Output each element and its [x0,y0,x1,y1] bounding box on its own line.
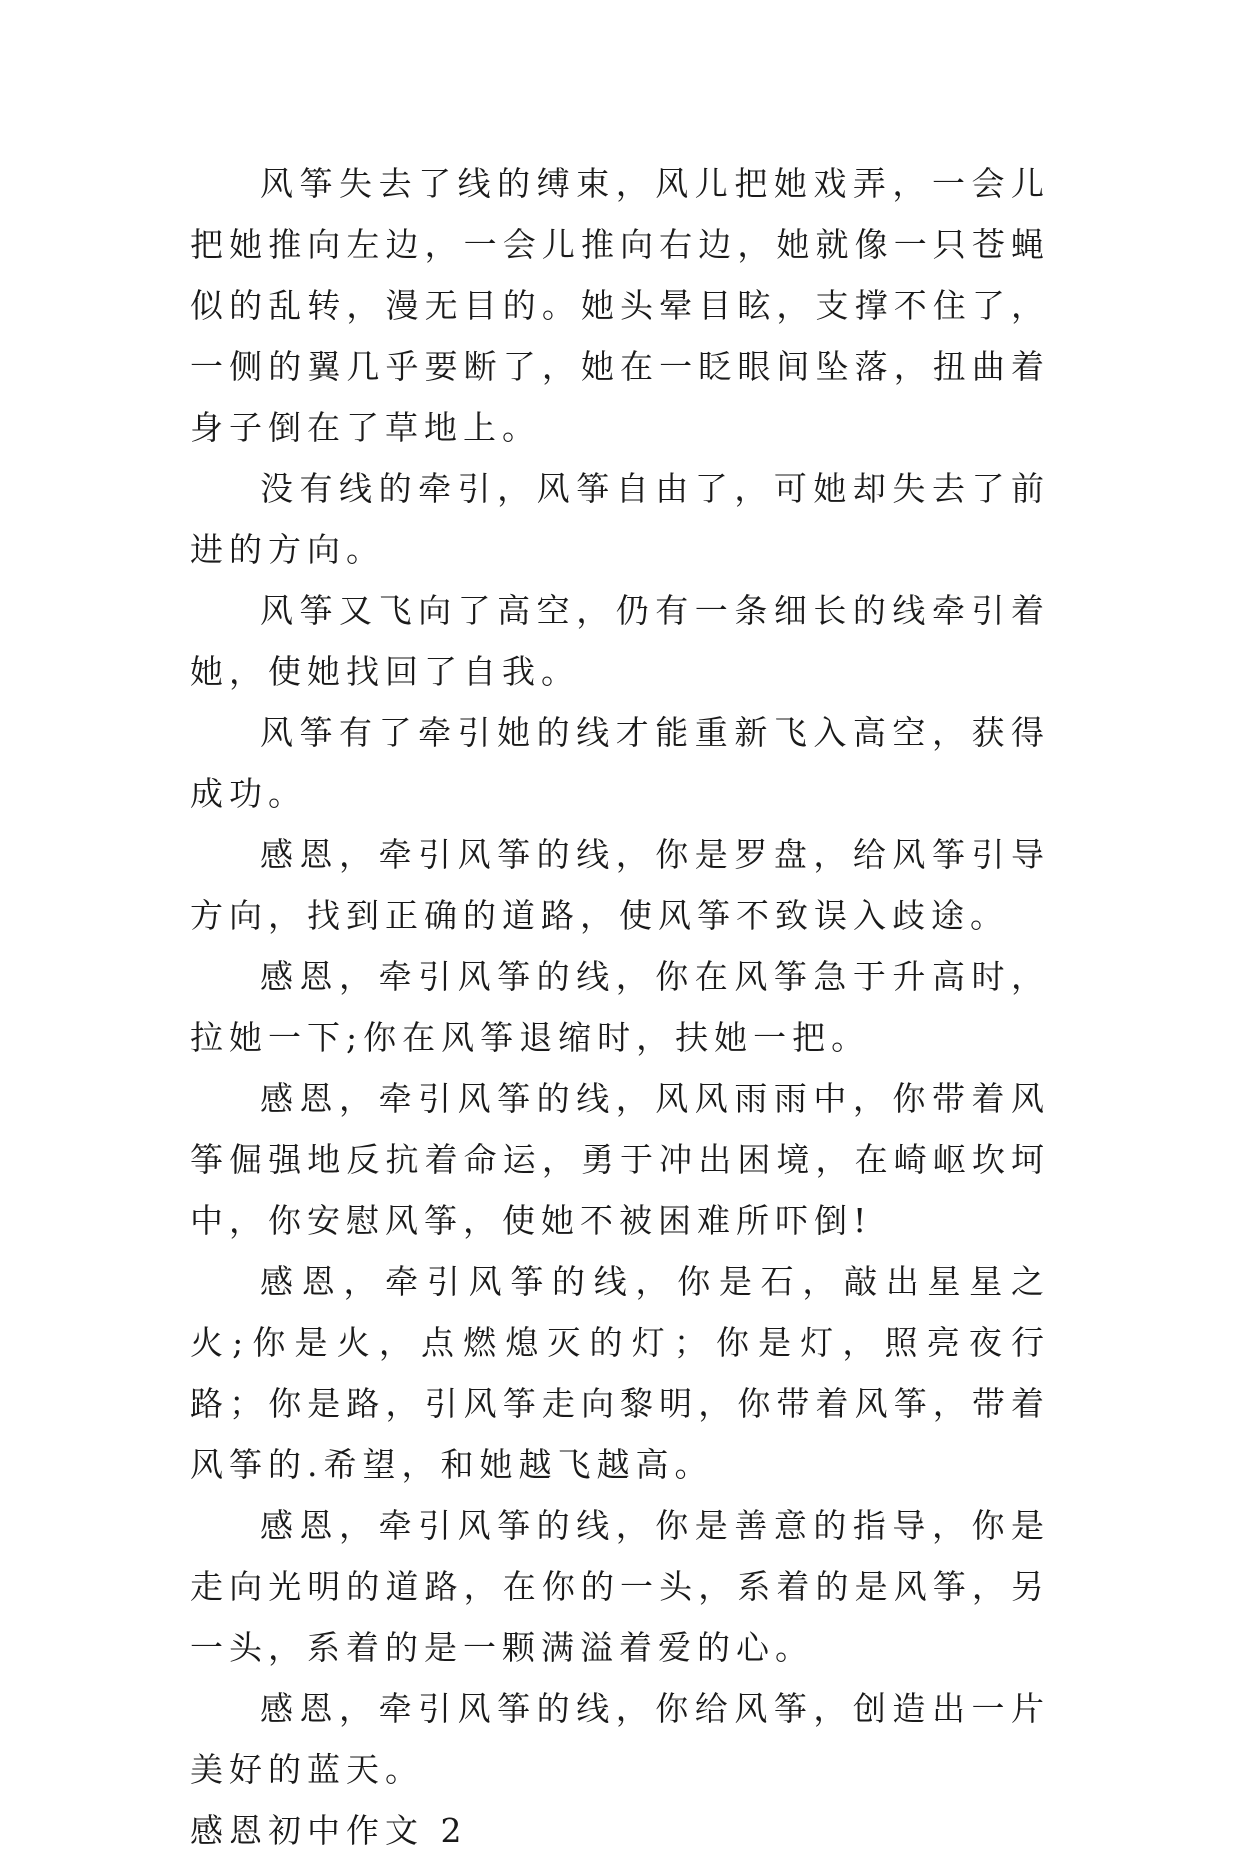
paragraph-6: 感恩，牵引风筝的线，你在风筝急于升高时，拉她一下;你在风筝退缩时，扶她一把。 [190,957,1050,1057]
paragraph-8: 感恩，牵引风筝的线，你是石，敲出星星之火;你是火，点燃熄灭的灯；你是灯，照亮夜行路；你是路，引风筝走向黎明，你带着风筝，带着风筝的.希望，和她越飞越高。 [190,1262,1050,1484]
paragraph-1: 风筝失去了线的缚束，风儿把她戏弄，一会儿把她推向左边，一会儿推向右边，她就像一只苍蝇似的乱转，漫无目的。她头晕目眩，支撑不住了，一侧的翼几乎要断了，她在一眨眼间坠落，扭曲着身子倒在了草地上。 [190,164,1050,447]
document-body [190,153,1050,1861]
paragraph-9: 感恩，牵引风筝的线，你是善意的指导，你是走向光明的道路，在你的一头，系着的是风筝，另一头，系着的是一颗满溢着爱的心。 [190,1506,1050,1667]
paragraph-10: 感恩，牵引风筝的线，你给风筝，创造出一片美好的蓝天。 [190,1689,1050,1789]
paragraph-7: 感恩，牵引风筝的线，风风雨雨中，你带着风筝倔强地反抗着命运，勇于冲出困境，在崎岖坎坷中，你安慰风筝，使她不被困难所吓倒! [190,1079,1050,1240]
paragraph-2: 没有线的牵引，风筝自由了，可她却失去了前进的方向。 [190,469,1050,569]
paragraph-4: 风筝有了牵引她的线才能重新飞入高空，获得成功。 [190,713,1050,813]
paragraph-5: 感恩，牵引风筝的线，你是罗盘，给风筝引导方向，找到正确的道路，使风筝不致误入歧途。 [190,835,1050,935]
section-heading: 感恩初中作文 2 [190,1811,468,1850]
paragraph-3: 风筝又飞向了高空，仍有一条细长的线牵引着她，使她找回了自我。 [190,591,1050,691]
